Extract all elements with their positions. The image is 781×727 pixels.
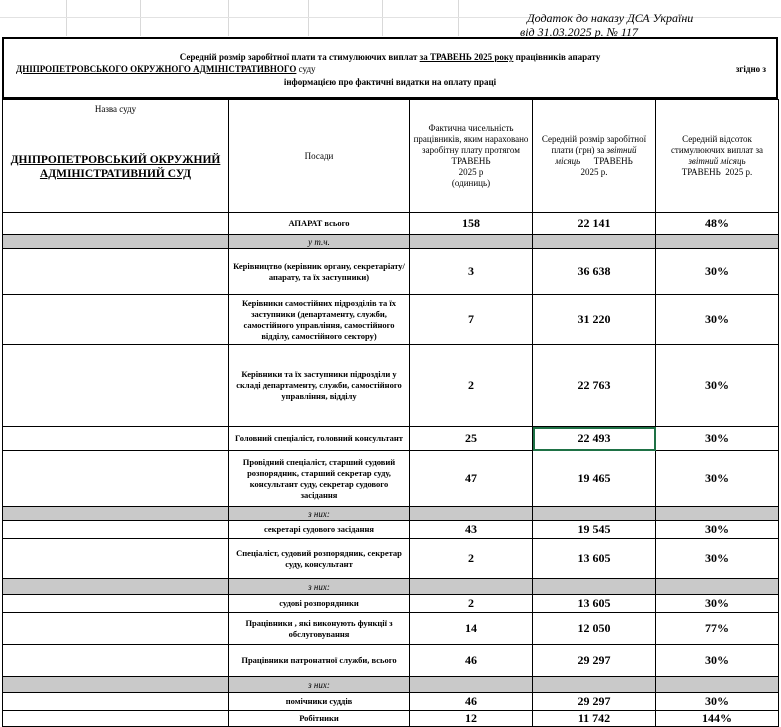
court-cell[interactable] xyxy=(3,345,229,427)
court-cell[interactable] xyxy=(3,213,229,235)
subheader-row xyxy=(3,579,779,595)
subheader-label[interactable]: у т.ч. xyxy=(229,235,410,249)
subheader-row xyxy=(3,507,779,521)
headcount-cell[interactable]: 46 xyxy=(410,693,533,711)
headcount-cell[interactable]: 7 xyxy=(410,295,533,345)
report-title-box xyxy=(2,37,778,99)
bonus-header-text: Середній відсоток стимулюючих виплат за xyxy=(670,134,764,155)
bonus-cell[interactable]: 48% xyxy=(656,213,779,235)
position-cell[interactable]: Керівництво (керівник органу, секретаріату/апарату, та їх заступники) xyxy=(229,249,410,295)
sheet-gridline xyxy=(308,0,309,36)
title-org-suffix: суду xyxy=(298,64,316,74)
bonus-cell[interactable]: 30% xyxy=(656,539,779,579)
subheader-row xyxy=(3,235,779,249)
bonus-cell[interactable]: 144% xyxy=(656,711,779,727)
salary-cell[interactable]: 13 605 xyxy=(533,595,656,613)
headcount-header-text: Фактична чисельність працівників, яким нараховано заробітну плату протягом xyxy=(413,123,529,155)
bonus-cell[interactable]: 77% xyxy=(656,613,779,645)
empty-cell[interactable] xyxy=(410,677,533,693)
salary-cell[interactable]: 13 605 xyxy=(533,539,656,579)
empty-cell[interactable] xyxy=(533,579,656,595)
court-cell[interactable] xyxy=(3,645,229,677)
headcount-cell[interactable]: 25 xyxy=(410,427,533,451)
table-row xyxy=(3,539,779,579)
position-cell[interactable]: Головний спеціаліст, головний консультант xyxy=(229,427,410,451)
approval-note xyxy=(520,11,760,39)
court-cell[interactable] xyxy=(3,539,229,579)
bonus-cell[interactable]: 30% xyxy=(656,249,779,295)
empty-cell[interactable] xyxy=(656,235,779,249)
salary-cell[interactable]: 19 545 xyxy=(533,521,656,539)
headcount-cell[interactable]: 14 xyxy=(410,613,533,645)
table-row xyxy=(3,249,779,295)
empty-cell[interactable] xyxy=(533,507,656,521)
title-org: ДНІПРОПЕТРОВСЬКОГО ОКРУЖНОГО АДМІНІСТРАТИВНОГО xyxy=(16,64,297,74)
empty-cell[interactable] xyxy=(656,579,779,595)
court-label: Назва суду xyxy=(94,104,137,114)
court-cell[interactable] xyxy=(3,295,229,345)
subheader-label[interactable]: з них: xyxy=(229,677,410,693)
bonus-header-cell[interactable] xyxy=(656,100,779,213)
empty-cell[interactable] xyxy=(410,235,533,249)
court-name: ДНІПРОПЕТРОВСЬКИЙ ОКРУЖНИЙ АДМІНІСТРАТИВНИЙ СУД xyxy=(10,154,221,180)
headcount-header-month: ТРАВЕНЬ xyxy=(451,156,491,166)
court-cell[interactable] xyxy=(3,595,229,613)
salary-cell[interactable]: 12 050 xyxy=(533,613,656,645)
approval-line-1: Додаток до наказу ДСА України xyxy=(527,11,694,25)
empty-cell[interactable] xyxy=(410,579,533,595)
bonus-cell[interactable]: 30% xyxy=(656,521,779,539)
table-row xyxy=(3,345,779,427)
headcount-cell[interactable]: 46 xyxy=(410,645,533,677)
salary-cell[interactable]: 36 638 xyxy=(533,249,656,295)
position-cell[interactable]: Провідний спеціаліст, старший судовий розпорядник, старший секретар суду, консультант суду, секретар судового засідання xyxy=(229,451,410,507)
empty-cell[interactable] xyxy=(656,677,779,693)
position-cell[interactable]: Керівники самостійних підрозділів та їх заступники (департаменту, служби, самостійного управління, самостійного відділу, самостійного сектору) xyxy=(229,295,410,345)
salary-cell[interactable]: 11 742 xyxy=(533,711,656,727)
salary-cell[interactable]: 19 465 xyxy=(533,451,656,507)
salary-cell[interactable]: 22 763 xyxy=(533,345,656,427)
position-cell[interactable]: помічники суддів xyxy=(229,693,410,711)
subheader-label[interactable]: з них: xyxy=(229,579,410,595)
headcount-cell[interactable]: 43 xyxy=(410,521,533,539)
headcount-cell[interactable]: 158 xyxy=(410,213,533,235)
title-prefix: Середній розмір заробітної плати та стимулюючих виплат xyxy=(179,52,418,62)
table-header-row xyxy=(3,100,779,213)
empty-cell[interactable] xyxy=(3,507,229,521)
salary-cell[interactable]: 31 220 xyxy=(533,295,656,345)
sheet-gridline xyxy=(140,0,141,36)
table-row xyxy=(3,521,779,539)
salary-header-cell[interactable] xyxy=(533,100,656,213)
headcount-cell[interactable]: 2 xyxy=(410,539,533,579)
court-cell[interactable] xyxy=(3,521,229,539)
salary-header-month: ТРАВЕНЬ xyxy=(593,156,633,166)
table-row xyxy=(3,645,779,677)
bonus-cell[interactable]: 30% xyxy=(656,295,779,345)
bonus-cell[interactable]: 30% xyxy=(656,451,779,507)
position-cell[interactable]: Робітники xyxy=(229,711,410,727)
title-period: за ТРАВЕНЬ 2025 року xyxy=(419,52,514,62)
headcount-cell[interactable]: 47 xyxy=(410,451,533,507)
salary-header-text: Середній розмір заробітної плати (грн) за xyxy=(541,134,647,155)
sheet-gridline xyxy=(458,0,459,36)
bonus-header-period: звітний місяць xyxy=(688,156,746,166)
positions-header: Посади xyxy=(304,150,334,161)
court-cell[interactable] xyxy=(3,427,229,451)
headcount-header-unit: (одиниць) xyxy=(451,178,491,188)
headcount-cell[interactable]: 2 xyxy=(410,345,533,427)
court-cell[interactable] xyxy=(3,249,229,295)
table-row xyxy=(3,613,779,645)
empty-cell[interactable] xyxy=(3,677,229,693)
bonus-cell[interactable]: 30% xyxy=(656,345,779,427)
table-row xyxy=(3,451,779,507)
table-row xyxy=(3,213,779,235)
report-title xyxy=(4,52,776,62)
salary-cell[interactable]: 29 297 xyxy=(533,645,656,677)
empty-cell[interactable] xyxy=(3,579,229,595)
salary-header-period: звітний місяць xyxy=(555,145,637,166)
table-row xyxy=(3,711,779,727)
table-row xyxy=(3,595,779,613)
bonus-header-month: ТРАВЕНЬ xyxy=(681,167,721,177)
position-cell[interactable]: секретарі судового засідання xyxy=(229,521,410,539)
table-row xyxy=(3,693,779,711)
headcount-cell[interactable]: 3 xyxy=(410,249,533,295)
salary-cell[interactable]: 22 493 xyxy=(533,427,656,451)
position-cell[interactable]: АПАРАТ всього xyxy=(229,213,410,235)
empty-cell[interactable] xyxy=(533,677,656,693)
court-cell[interactable] xyxy=(3,711,229,727)
position-cell[interactable]: Керівники та їх заступники підрозділи у складі департаменту, служби, самостійного управління, відділу xyxy=(229,345,410,427)
headcount-cell[interactable]: 12 xyxy=(410,711,533,727)
position-cell[interactable]: Працівники патронатної служби, всього xyxy=(229,645,410,677)
bonus-cell[interactable]: 30% xyxy=(656,595,779,613)
bonus-header-year: 2025 р. xyxy=(725,167,753,177)
empty-cell[interactable] xyxy=(410,507,533,521)
empty-cell[interactable] xyxy=(533,235,656,249)
empty-cell[interactable] xyxy=(656,507,779,521)
headcount-header-year: 2025 р xyxy=(458,167,484,177)
salary-cell[interactable]: 29 297 xyxy=(533,693,656,711)
table-row xyxy=(3,427,779,451)
position-cell[interactable]: судові розпорядники xyxy=(229,595,410,613)
court-header-cell[interactable] xyxy=(3,100,229,213)
subheader-label[interactable]: з них: xyxy=(229,507,410,521)
position-cell[interactable]: Спеціаліст, судовий розпорядник, секретар суду, консультант xyxy=(229,539,410,579)
title-basis: інформацією про фактичні видатки на оплату праці xyxy=(283,77,497,87)
salary-cell[interactable]: 22 141 xyxy=(533,213,656,235)
bonus-cell[interactable]: 30% xyxy=(656,693,779,711)
court-cell[interactable] xyxy=(3,613,229,645)
sheet-gridline xyxy=(382,0,383,36)
court-cell[interactable] xyxy=(3,693,229,711)
title-organization xyxy=(16,64,316,74)
sheet-gridline xyxy=(228,0,229,36)
bonus-cell[interactable]: 30% xyxy=(656,645,779,677)
bonus-cell[interactable]: 30% xyxy=(656,427,779,451)
court-cell[interactable] xyxy=(3,451,229,507)
subheader-row xyxy=(3,677,779,693)
approval-line-2: від 31.03.2025 р. № 117 xyxy=(520,25,639,39)
headcount-cell[interactable]: 2 xyxy=(410,595,533,613)
headcount-header-cell[interactable] xyxy=(410,100,533,213)
position-cell[interactable]: Працівники , які виконують функції з обслуговування xyxy=(229,613,410,645)
positions-header-cell[interactable] xyxy=(229,100,410,213)
salary-header-year: 2025 р. xyxy=(580,167,608,177)
title-according: згідно з xyxy=(735,64,766,74)
table-row xyxy=(3,295,779,345)
empty-cell[interactable] xyxy=(3,235,229,249)
salary-table xyxy=(2,99,779,727)
sheet-gridline xyxy=(66,0,67,36)
title-suffix: працівників апарату xyxy=(515,52,601,62)
